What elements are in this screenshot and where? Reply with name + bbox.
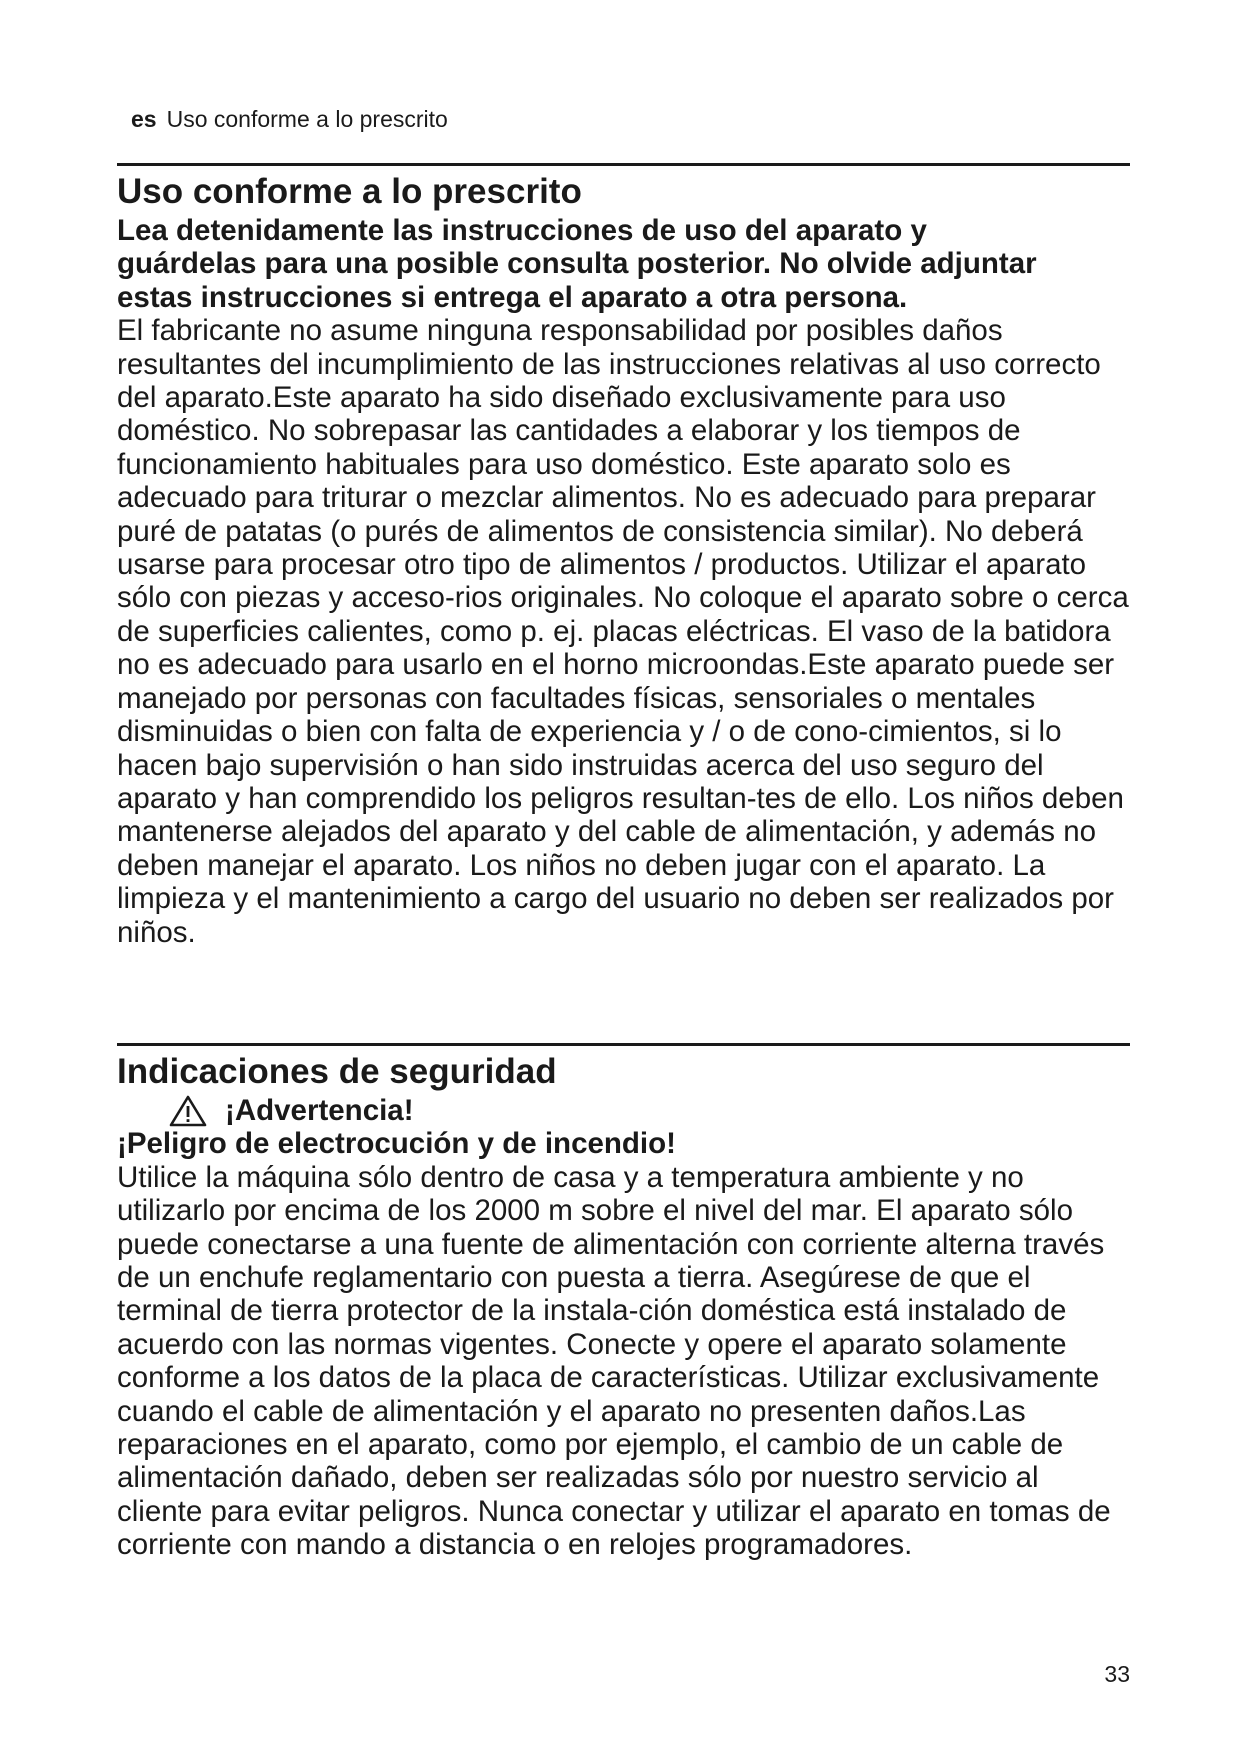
danger-heading: ¡Peligro de electrocución y de incendio! xyxy=(117,1127,676,1161)
body-paragraph: El fabricante no asume ninguna responsabilidad por posibles daños resultantes del incumplimiento de las instrucciones relativas al uso correcto del aparato.Este aparato ha sido diseñado exclusivamente para uso doméstico. No sobrepasar las cantidades a elaborar y los tiempos de funcionamiento habituales para uso doméstico. Este aparato solo es adecuado para triturar o mezclar alimentos. No es adecuado para preparar puré de patatas (o purés de alimentos de consistencia similar). No deberá usarse para procesar otro tipo de alimentos / productos. Utilizar el aparato sólo con piezas y acceso-rios originales. No coloque el aparato sobre o cerca de superficies calientes, como p. ej. placas eléctricas. El vaso de la batidora no es adecuado para usarlo en el horno microondas.Este aparato puede ser manejado por personas con facultades físicas, sensoriales o mentales disminuidas o bien con falta de experiencia y / o de cono-cimientos, si lo hacen bajo supervisión o han sido instruidas acerca del uso seguro del aparato y han comprendido los peligros resultan-tes de ello. Los niños deben mantenerse alejados del aparato y del cable de alimentación, y además no deben manejar el aparato. Los niños no deben jugar con el aparato. La limpieza y el mantenimiento a cargo del usuario no deben ser realizados por niños. xyxy=(117,314,1129,949)
section-divider xyxy=(117,163,1130,166)
section-safety xyxy=(117,1050,1130,1562)
warning-heading xyxy=(117,1094,1130,1127)
running-header-title: Uso conforme a lo prescrito xyxy=(166,106,448,132)
section-title: Indicaciones de seguridad xyxy=(117,1052,557,1091)
section-title: Uso conforme a lo prescrito xyxy=(117,172,582,211)
lead-paragraph: Lea detenidamente las instrucciones de uso del aparato y guárdelas para una posible consulta posterior. No olvide adjuntar estas instrucciones si entrega el aparato a otra persona. xyxy=(117,214,1037,314)
body-paragraph: Utilice la máquina sólo dentro de casa y a temperatura ambiente y no utilizarlo por encima de los 2000 m sobre el nivel del mar. El aparato sólo puede conectarse a una fuente de alimentación con corriente alterna través de un enchufe reglamentario con puesta a tierra. Asegúrese de que el terminal de tierra protector de la instala-ción doméstica está instalado de acuerdo con las normas vigentes. Conecte y opere el aparato solamente conforme a los datos de la placa de características. Utilizar exclusivamente cuando el cable de alimentación y el aparato no presenten daños.Las reparaciones en el aparato, como por ejemplo, el cambio de un cable de alimentación dañado, deben ser realizadas sólo por nuestro servicio al cliente para evitar peligros. Nunca conectar y utilizar el aparato en tomas de corriente con mando a distancia o en relojes programadores. xyxy=(117,1160,1111,1562)
warning-label: ¡Advertencia! xyxy=(225,1094,414,1127)
section-intended-use xyxy=(117,170,1130,949)
document-page xyxy=(117,0,1130,1754)
warning-triangle-icon xyxy=(169,1095,207,1127)
running-header xyxy=(131,104,448,134)
section-divider xyxy=(117,1043,1130,1046)
language-code: es xyxy=(131,106,157,132)
page-number: 33 xyxy=(1104,1661,1130,1687)
